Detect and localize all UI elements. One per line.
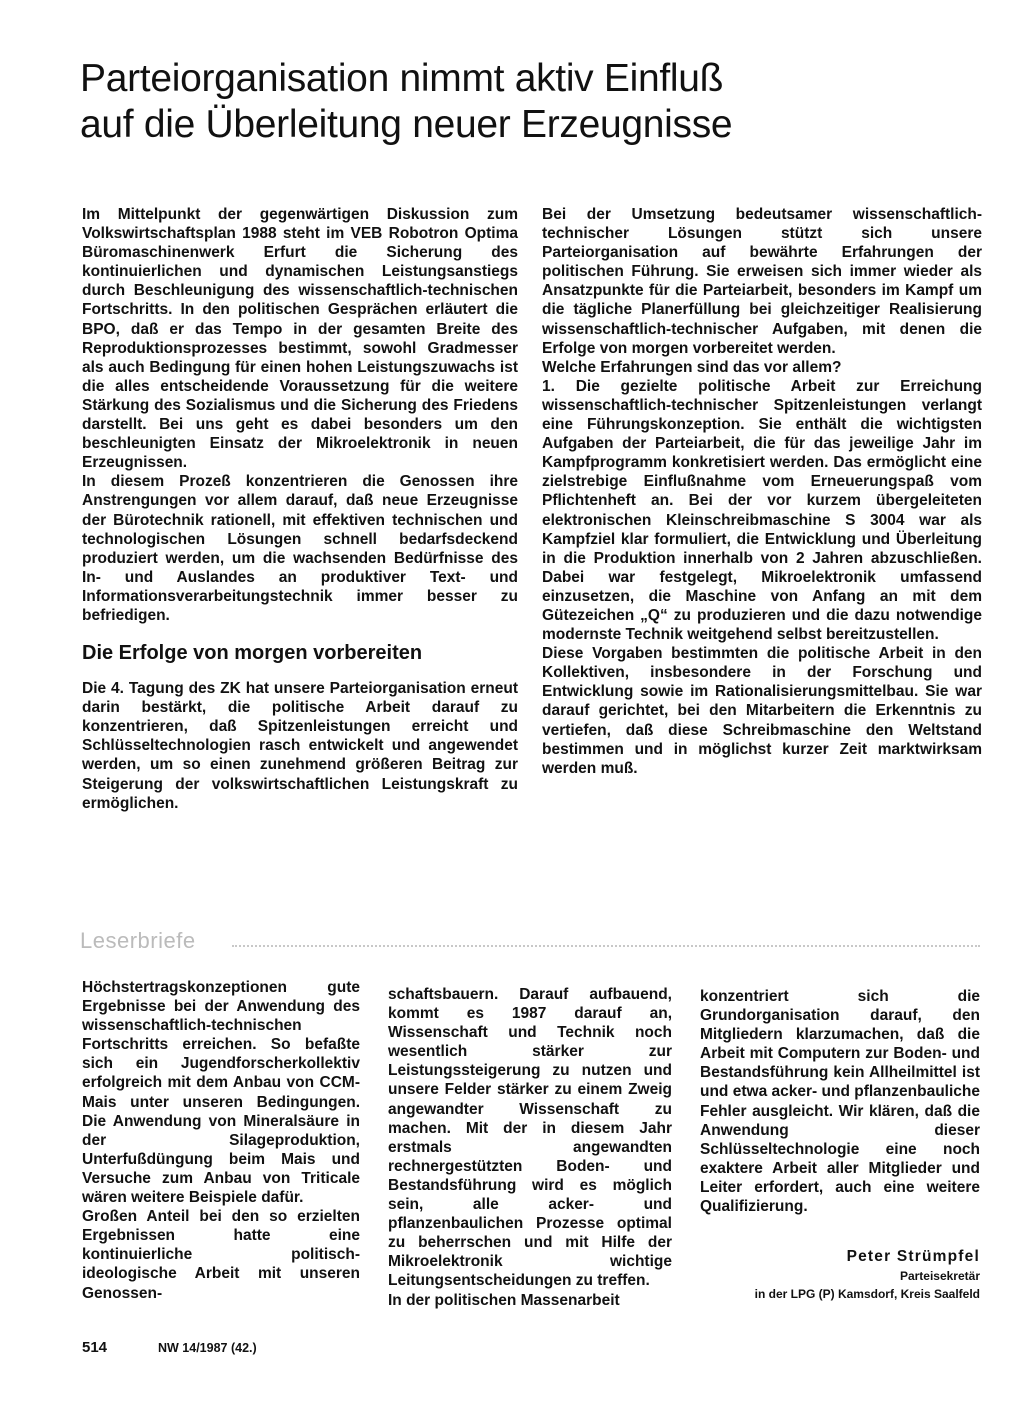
author-name: Peter Strümpfel [846, 1248, 980, 1265]
paragraph: Großen Anteil bei den so erzielten Ergebnissen hatte eine kontinuierliche politisch-ideologische Arbeit mit unseren Genossen- [82, 1208, 360, 1302]
article-title-line-1: Parteiorganisation nimmt aktiv Einfluß [80, 57, 724, 100]
article-title [80, 56, 960, 148]
paragraph: In diesem Prozeß konzentrieren die Genossen ihre Anstrengungen vor allem darauf, daß neue Erzeugnisse der Bürotechnik rationell, mit effektiven technischen und technologischen Lösungen schnell bedarfsdeckend produziert werden, um die wachsenden Bedürfnisse des In- und Auslandes an produktiver Text- und Informationsverarbeitungstechnik immer besser zu befriedigen. [82, 473, 518, 624]
author-role: Parteisekretär [899, 1269, 980, 1283]
letters-column-1 [82, 978, 360, 1303]
article-column-right [542, 205, 982, 778]
paragraph: Die 4. Tagung des ZK hat unsere Parteiorganisation erneut darin bestärkt, die politische Arbeit darauf zu konzentrieren, daß Spitzenleistungen erreicht und Schlüsseltechnologien rasch entwickelt und angewendet werden, um so einen zunehmend größeren Beitrag zur Steigerung der volkswirtschaftlichen Leistungskraft zu ermöglichen. [82, 680, 518, 812]
section-divider [232, 945, 980, 947]
list-number: 1. [542, 377, 555, 395]
author-affiliation: in der LPG (P) Kamsdorf, Kreis Saalfeld [754, 1287, 980, 1301]
paragraph: Bei der Umsetzung bedeutsamer wissenschaftlich-technischer Lösungen stützt sich unsere Parteiorganisation auf bewährte Erfahrungen der politischen Führung. Sie erweisen sich immer wieder als Ansatzpunkte für die Parteiarbeit, besonders im Kampf um die tägliche Planerfüllung bei gleichzeitiger Realisierung wissenschaftlich-technischer Aufgaben, mit denen die Erfolge von morgen vorbereitet werden. [542, 206, 982, 357]
paragraph: konzentriert sich die Grundorganisation darauf, den Mitgliedern klarzumachen, daß die Arbeit mit Computern zur Boden- und Bestandsführung kein Allheilmittel ist und etwa acker- und pflanzenbauliche Fehler ausgleicht. Wir klären, daß die Anwendung dieser Schlüsseltechnologie eine noch exaktere Arbeit aller Mitglieder und Leiter erfordert, auch eine weitere Qualifizierung. [700, 988, 980, 1216]
letters-column-3 [700, 987, 980, 1216]
paragraph: Diese Vorgaben bestimmten die politische Arbeit in den Kollektiven, insbesondere in der Forschung und Entwicklung sowie im Rationalisierungsmittelbau. Sie war darauf gerichtet, bei den Mitarbeitern die Erkenntnis zu vertiefen, daß diese Schreibmaschine den Weltstand bestimmen und in möglichst kurzer Zeit marktwirksam werden muß. [542, 645, 982, 777]
article-column-left [82, 205, 518, 813]
page-number: 514 [82, 1339, 108, 1356]
paragraph: schaftsbauern. Darauf aufbauend, kommt es 1987 darauf an, Wissenschaft und Technik noch wesentlich stärker zur Leistungssteigerung zu nutzen und unsere Felder stärker zu einem Zweig angewandter Wissenschaft zu machen. Mit der in diesem Jahr erstmals angewandten rechnergestützten Boden- und Bestandsführung wird es möglich sein, alle acker- und pflanzenbaulichen Prozesse optimal zu beherrschen und mit Hilfe der Mikroelektronik wichtige Leitungsentscheidungen zu treffen. [388, 986, 672, 1290]
numbered-paragraph [542, 377, 982, 644]
paragraph: In der politischen Massenarbeit [388, 1291, 620, 1309]
paragraph: Welche Erfahrungen sind das vor allem? [542, 358, 842, 376]
section-label-leserbriefe: Leserbriefe [80, 928, 196, 953]
issue-reference: NW 14/1987 (42.) [158, 1341, 257, 1355]
paragraph: Höchstertragskonzeptionen gute Ergebnisse bei der Anwendung des wissenschaftlich-technischen Fortschritts erreichen. So befaßte sich ein Jugendforscherkollektiv erfolgreich mit dem Anbau von CCM-Mais unter unseren Bedingungen. Die Anwendung von Mineralsäure in der Silageproduktion, Unterfußdüngung beim Mais und Versuche zum Anbau von Triticale wären weitere Beispiele dafür. [82, 979, 360, 1207]
letter-signature [755, 1248, 980, 1302]
letters-column-2 [388, 985, 672, 1310]
article-title-line-2: auf die Überleitung neuer Erzeugnisse [80, 103, 733, 146]
section-heading: Die Erfolge von morgen vorbereiten [82, 642, 423, 665]
paragraph-text: Die gezielte politische Arbeit zur Erreichung wissenschaftlich-technischer Spitzenleistungen verlangt eine Führungskonzeption. Sie enthält die wichtigsten Aufgaben der Parteiarbeit, die für das jeweilige Jahr im Kampfprogramm konkretisiert werden. Das ermöglicht eine zielstrebige Einflußnahme vom Erneuerungspaß vom Pflichtenheft an. Bei der vor kurzem übergeleiteten elektronischen Kleinschreibmaschine S 3004 war als Kampfziel klar formuliert, die Entwicklung und Überleitung in die Produktion innerhalb von 2 Jahren abzuschließen. Dabei war festgelegt, Mikroelektronik umfassend einzusetzen, die Maschine von Anfang an mit dem Gütezeichen „Q“ zu produzieren und die dazu notwendige modernste Technik weitgehend selbst bereitzustellen. [542, 377, 982, 644]
paragraph: Im Mittelpunkt der gegenwärtigen Diskussion zum Volkswirtschaftsplan 1988 steht im VEB Robotron Optima Büromaschinenwerk Erfurt die Sicherung des kontinuierlichen und dynamischen Leistungsanstiegs durch Beschleunigung des wissenschaftlich-technischen Fortschritts. In den politischen Gesprächen erläutert die BPO, daß er das Tempo in der gesamten Breite des Reproduktionsprozesses bestimmt, sowohl Gradmesser als auch Bedingung für einen hohen Leistungszuwachs ist die alles entscheidende Voraussetzung für die weitere Stärkung des Sozialismus und die Sicherung des Friedens darstellt. Bei uns geht es dabei besonders um den beschleunigten Einsatz der Mikroelektronik in neuen Erzeugnissen. [82, 206, 518, 472]
